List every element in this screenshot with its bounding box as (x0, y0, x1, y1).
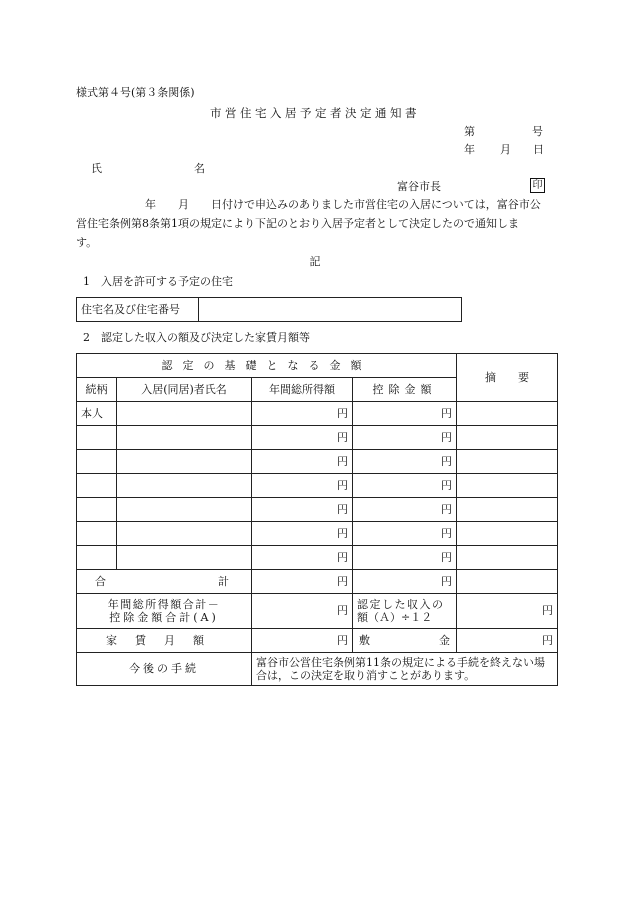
total-label-right: 計 (218, 574, 229, 588)
row-deduction[interactable]: 円 (353, 522, 457, 546)
table-row (77, 474, 558, 498)
seal-stamp: 印 (530, 178, 545, 193)
deposit-label-left: 敷 (359, 633, 370, 647)
group-header: 認定の基礎となる金額 (77, 354, 457, 378)
total-deduction[interactable]: 円 (353, 570, 457, 594)
recipient-name-label: 氏 (91, 162, 102, 175)
certified-income-value[interactable]: 円 (457, 594, 558, 629)
total-remarks[interactable] (457, 570, 558, 594)
table-row (77, 629, 558, 653)
housing-label: 住宅名及び住宅番号 (77, 298, 199, 322)
income-total-label (77, 594, 252, 629)
row-remarks[interactable] (457, 522, 558, 546)
col-relation: 続柄 (77, 378, 117, 402)
body-line-1: 年 月 日付けで申込みのありました市営住宅の入居については，富谷市公 (145, 198, 541, 211)
table-row (77, 570, 558, 594)
date-day: 日 (533, 143, 544, 156)
table-row (77, 522, 558, 546)
row-remarks[interactable] (457, 402, 558, 426)
row-relation (77, 546, 117, 570)
body-line-3: す。 (76, 236, 98, 249)
col-name: 入居(同居)者氏名 (117, 378, 252, 402)
table-row (77, 298, 462, 322)
member-rows (77, 402, 558, 570)
row-remarks[interactable] (457, 498, 558, 522)
remarks-header: 摘 要 (457, 354, 558, 402)
table-row (77, 426, 558, 450)
row-name[interactable] (117, 474, 252, 498)
table-row (77, 450, 558, 474)
row-deduction[interactable]: 円 (353, 450, 457, 474)
row-deduction[interactable]: 円 (353, 546, 457, 570)
row-relation (77, 474, 117, 498)
table-row (77, 354, 558, 378)
form-number: 様式第４号(第３条関係) (76, 86, 195, 99)
issuer-mayor: 富谷市長 (397, 180, 441, 193)
number-prefix: 第 (464, 125, 475, 138)
rent-value[interactable]: 円 (252, 629, 353, 653)
row-name[interactable] (117, 498, 252, 522)
row-remarks[interactable] (457, 474, 558, 498)
total-label-left: 合 (95, 574, 106, 588)
row-income[interactable]: 円 (252, 402, 353, 426)
document-title: 市営住宅入居予定者決定通知書 (210, 106, 420, 120)
housing-value[interactable] (199, 298, 462, 322)
row-income[interactable]: 円 (252, 498, 353, 522)
col-income: 年間総所得額 (252, 378, 353, 402)
row-income[interactable]: 円 (252, 522, 353, 546)
row-remarks[interactable] (457, 426, 558, 450)
row-relation: 本人 (77, 402, 117, 426)
income-total-line-2: 控除金額合計(A) (109, 611, 219, 624)
total-label (77, 570, 252, 594)
table-row (77, 402, 558, 426)
col-deduction: 控除金額 (353, 378, 457, 402)
income-rent-table (76, 353, 558, 686)
certified-income-label (353, 594, 457, 629)
row-relation (77, 450, 117, 474)
certified-line-2: 額（Ａ）÷１２ (357, 611, 433, 624)
table-row (77, 498, 558, 522)
row-relation (77, 426, 117, 450)
row-income[interactable]: 円 (252, 546, 353, 570)
section1-heading: 1 入居を許可する予定の住宅 (83, 275, 233, 288)
procedure-label: 今後の手続 (77, 653, 252, 686)
income-total-value[interactable]: 円 (252, 594, 353, 629)
income-total-line-1: 年間総所得額合計－ (107, 598, 221, 611)
deposit-label (353, 629, 457, 653)
deposit-value[interactable]: 円 (457, 629, 558, 653)
ki-heading: 記 (309, 255, 321, 268)
row-remarks[interactable] (457, 450, 558, 474)
row-name[interactable] (117, 402, 252, 426)
row-name[interactable] (117, 522, 252, 546)
row-income[interactable]: 円 (252, 450, 353, 474)
row-name[interactable] (117, 546, 252, 570)
table-row (77, 594, 558, 629)
row-name[interactable] (117, 450, 252, 474)
table-row (77, 546, 558, 570)
row-deduction[interactable]: 円 (353, 498, 457, 522)
recipient-name-label-suffix: 名 (194, 162, 205, 175)
rent-label: 家賃月額 (77, 629, 252, 653)
row-deduction[interactable]: 円 (353, 474, 457, 498)
notice-body (76, 195, 563, 252)
row-relation (77, 498, 117, 522)
row-deduction[interactable]: 円 (353, 426, 457, 450)
row-income[interactable]: 円 (252, 474, 353, 498)
section2-heading: 2 認定した収入の額及び決定した家賃月額等 (83, 331, 310, 344)
date-month: 月 (500, 143, 511, 156)
row-deduction[interactable]: 円 (353, 402, 457, 426)
body-line-2: 営住宅条例第8条第1項の規定により下記のとおり入居予定者として決定したので通知しま (76, 217, 519, 230)
row-name[interactable] (117, 426, 252, 450)
table-row (77, 653, 558, 686)
total-income[interactable]: 円 (252, 570, 353, 594)
number-suffix: 号 (532, 125, 543, 138)
housing-table (76, 297, 462, 322)
deposit-label-right: 金 (439, 633, 450, 647)
procedure-text: 富谷市公営住宅条例第11条の規定による手続を終えない場合は，この決定を取り消すことがあります。 (252, 653, 558, 686)
certified-line-1: 認定した収入の (357, 598, 445, 611)
row-relation (77, 522, 117, 546)
row-income[interactable]: 円 (252, 426, 353, 450)
row-remarks[interactable] (457, 546, 558, 570)
date-year: 年 (464, 143, 475, 156)
